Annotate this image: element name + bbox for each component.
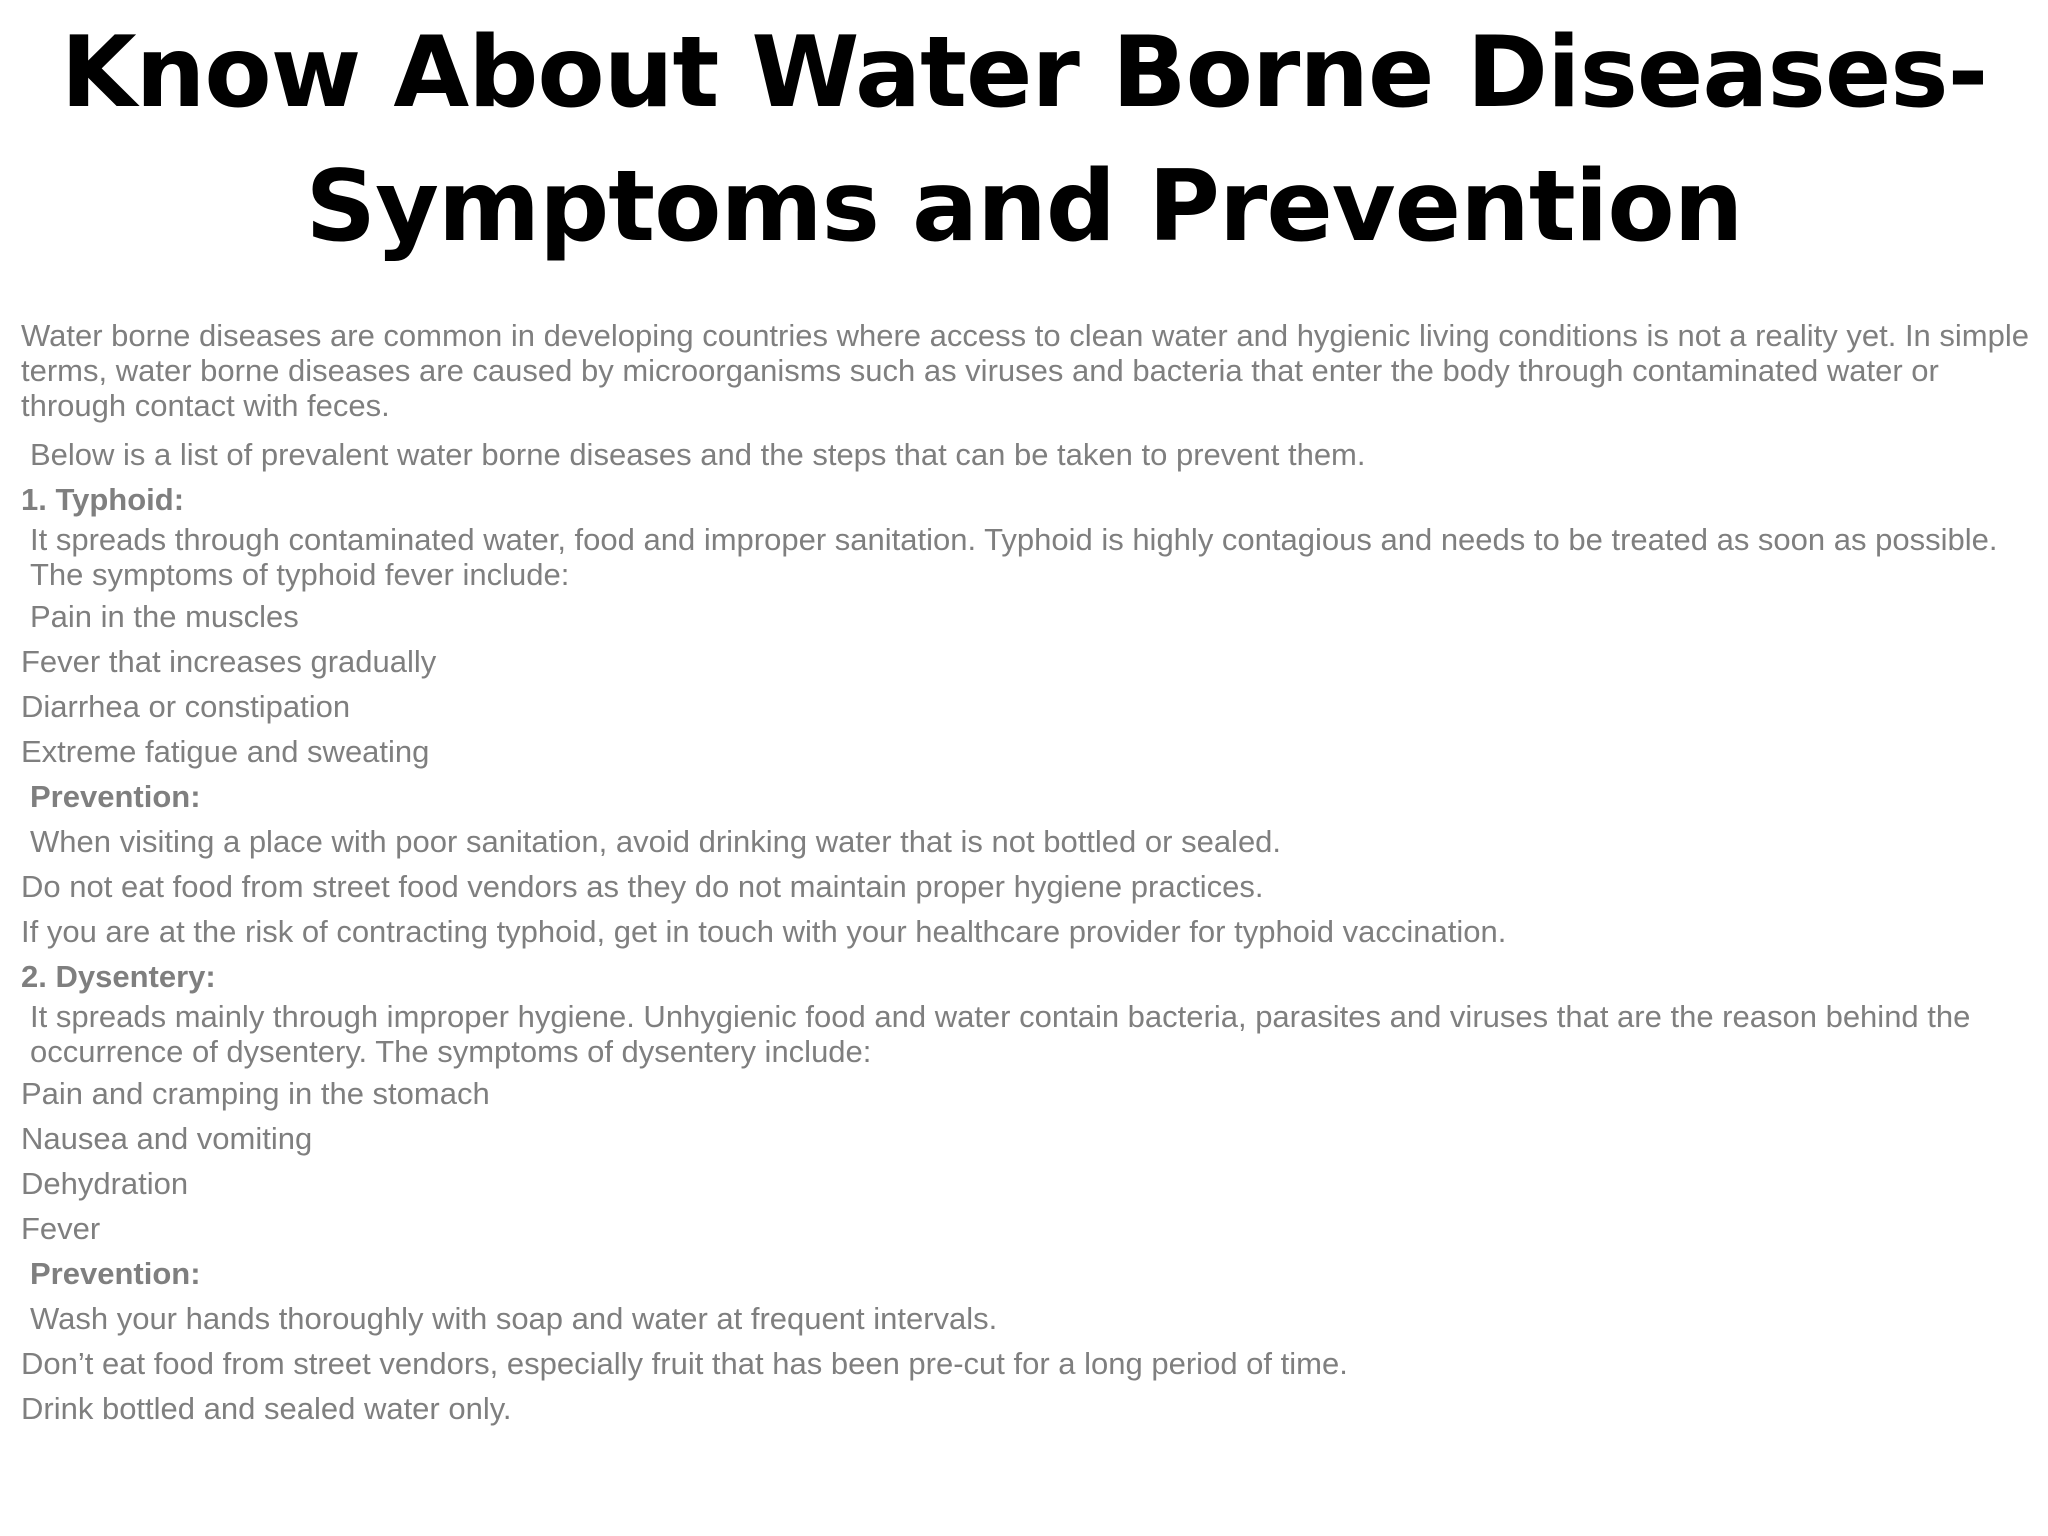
typhoid-prevention-heading: Prevention:	[30, 779, 201, 814]
typhoid-prevention-item: Do not eat food from street food vendors as they do not maintain proper hygiene practices.	[21, 869, 1264, 904]
typhoid-symptom: Diarrhea or constipation	[21, 689, 351, 724]
page-title-line-2: Symptoms and Prevention	[305, 150, 1743, 264]
dysentery-symptom: Nausea and vomiting	[21, 1121, 313, 1156]
dysentery-symptom: Dehydration	[21, 1166, 189, 1201]
page-title-line-1: Know About Water Borne Diseases-	[60, 16, 1988, 130]
dysentery-symptom: Pain and cramping in the stomach	[21, 1076, 490, 1111]
dysentery-prevention-item: Wash your hands thoroughly with soap and water at frequent intervals.	[30, 1301, 998, 1336]
dysentery-heading: 2. Dysentery:	[21, 959, 216, 994]
typhoid-heading: 1. Typhoid:	[21, 482, 185, 517]
page-title	[0, 6, 2048, 274]
intro-paragraph: Water borne diseases are common in developing countries where access to clean water and hygienic living conditions is not a reality yet. In simple terms, water borne diseases are caused by microorganisms such as viruses and bacteria that enter the body through contaminated water or through contact with feces.	[21, 318, 2029, 423]
article-body	[21, 318, 2031, 1431]
list-intro: Below is a list of prevalent water borne diseases and the steps that can be taken to prevent them.	[30, 437, 1366, 472]
typhoid-symptom: Pain in the muscles	[30, 599, 299, 634]
dysentery-prevention-item: Drink bottled and sealed water only.	[21, 1391, 512, 1426]
dysentery-prevention-heading: Prevention:	[30, 1256, 201, 1291]
typhoid-symptom: Fever that increases gradually	[21, 644, 437, 679]
dysentery-description: It spreads mainly through improper hygiene. Unhygienic food and water contain bacteria, parasites and viruses that are the reason behind the occurrence of dysentery. The symptoms of dysentery include:	[30, 999, 1971, 1069]
dysentery-symptom: Fever	[21, 1211, 101, 1246]
typhoid-description: It spreads through contaminated water, food and improper sanitation. Typhoid is highly contagious and needs to be treated as soon as possible. The symptoms of typhoid fever include:	[30, 522, 1998, 592]
typhoid-symptom: Extreme fatigue and sweating	[21, 734, 430, 769]
typhoid-prevention-item: When visiting a place with poor sanitation, avoid drinking water that is not bottled or sealed.	[30, 824, 1282, 859]
typhoid-prevention-item: If you are at the risk of contracting typhoid, get in touch with your healthcare provider for typhoid vaccination.	[21, 914, 1507, 949]
dysentery-prevention-item: Don’t eat food from street vendors, especially fruit that has been pre-cut for a long period of time.	[21, 1346, 1348, 1381]
